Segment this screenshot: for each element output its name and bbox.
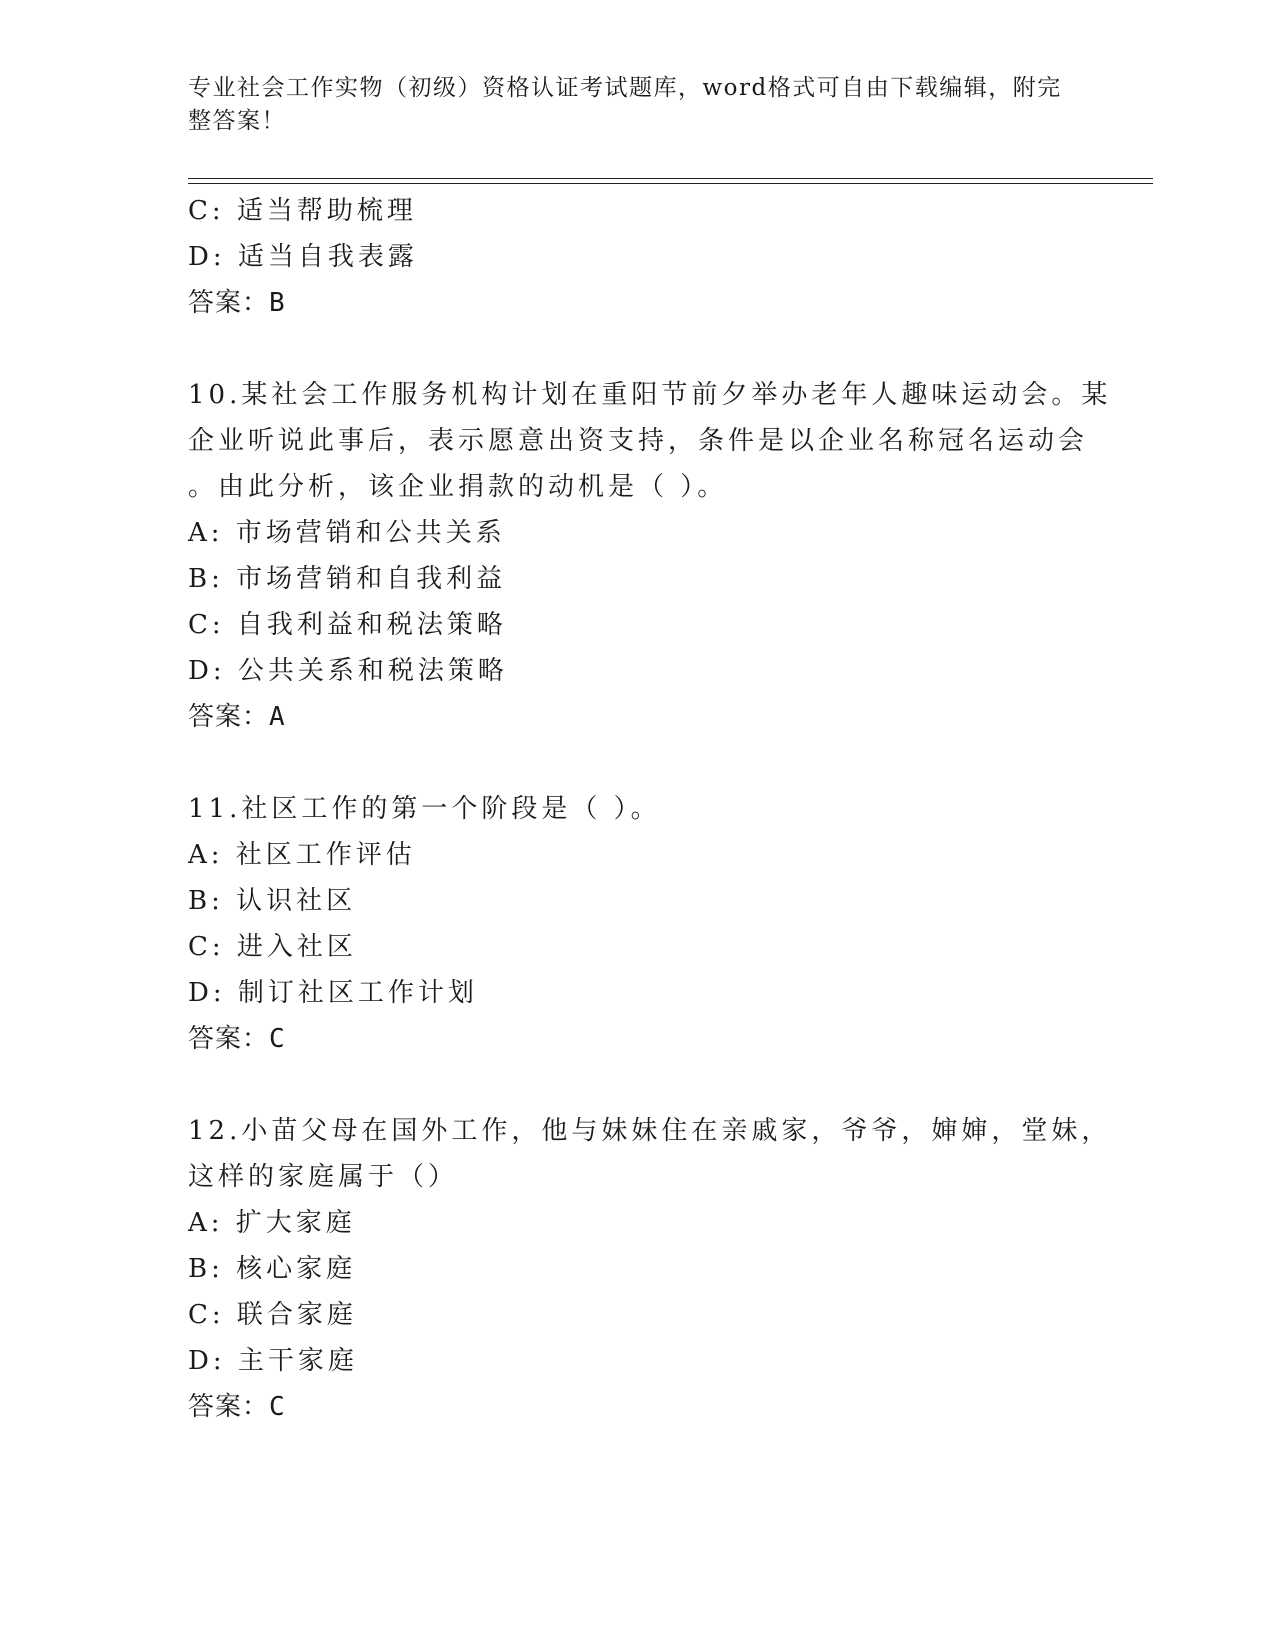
q10-option-a: A: 市场营销和公共关系 [188, 518, 506, 548]
header-line-2: 整答案！ [188, 108, 286, 134]
q10-option-b: B: 市场营销和自我利益 [188, 564, 507, 594]
q12-option-c: C: 联合家庭 [188, 1300, 357, 1330]
q12-option-d: D: 主干家庭 [188, 1346, 358, 1376]
spacer [188, 1062, 1088, 1108]
q10-stem-line-1: 10.某社会工作服务机构计划在重阳节前夕举办老年人趣味运动会。某 [188, 380, 1112, 410]
q12-answer [188, 1384, 1088, 1430]
question-10 [188, 372, 1112, 740]
q12-stem-line-1: 12.小苗父母在国外工作，他与妹妹住在亲戚家，爷爷，婶婶，堂妹， [188, 1116, 1112, 1146]
q9-answer [188, 280, 1088, 326]
question-11 [188, 786, 1088, 1062]
q12-answer-label: 答案： [188, 1392, 270, 1422]
q9-answer-value: B [269, 288, 285, 318]
q11-option-a: A: 社区工作评估 [188, 840, 416, 870]
q12-answer-value: C [269, 1392, 285, 1422]
q11-answer-value: C [269, 1024, 285, 1054]
question-content [188, 188, 1112, 1430]
header-divider-bottom [188, 183, 1153, 184]
question-9-tail [188, 188, 1088, 326]
page-header [188, 72, 1068, 138]
q11-option-d: D: 制订社区工作计划 [188, 978, 478, 1008]
header-line-1: 专业社会工作实物（初级）资格认证考试题库，word格式可自由下载编辑，附完 [188, 75, 1062, 101]
q12-stem-line-2: 这样的家庭属于（） [188, 1162, 459, 1192]
question-12 [188, 1108, 1112, 1430]
spacer [188, 740, 1088, 786]
q11-stem-line-1: 11.社区工作的第一个阶段是（ ）。 [188, 794, 661, 824]
q9-answer-label: 答案： [188, 288, 270, 318]
header-divider-top [188, 178, 1153, 179]
q12-option-b: B: 核心家庭 [188, 1254, 357, 1284]
q10-answer-value: A [269, 702, 285, 732]
q10-option-c: C: 自我利益和税法策略 [188, 610, 507, 640]
q10-stem-line-3: 。由此分析，该企业捐款的动机是（ ）。 [188, 472, 728, 502]
q10-option-d: D: 公共关系和税法策略 [188, 656, 508, 686]
q10-stem-line-2: 企业听说此事后，表示愿意出资支持，条件是以企业名称冠名运动会 [188, 426, 1089, 456]
q10-answer-label: 答案： [188, 702, 270, 732]
q11-option-c: C: 进入社区 [188, 932, 357, 962]
q10-answer [188, 694, 1088, 740]
q11-answer [188, 1016, 1088, 1062]
q12-option-a: A: 扩大家庭 [188, 1208, 356, 1238]
q11-option-b: B: 认识社区 [188, 886, 357, 916]
q9-option-d: D: 适当自我表露 [188, 242, 418, 272]
q11-answer-label: 答案： [188, 1024, 270, 1054]
spacer [188, 326, 1088, 372]
q9-option-c: C: 适当帮助梳理 [188, 196, 417, 226]
